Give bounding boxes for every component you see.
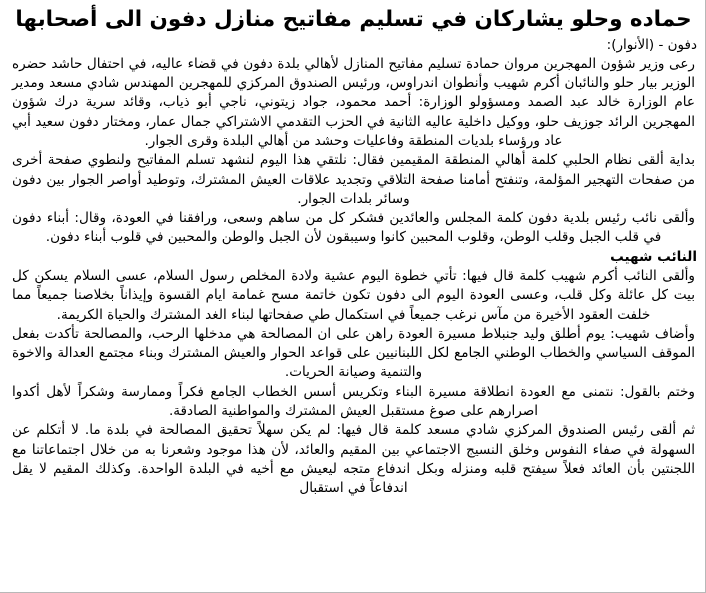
article-paragraph: وألقى النائب أكرم شهيب كلمة قال فيها: تأتي خطوة اليوم عشية ولادة المخلص رسول السلام، عسى السلام يسكن كل بيت كل عائلة وكل قلب، وعسى العودة اليوم الى دفون تكون خاتمة مسح غمامة ايام القسوة وإيذاناً بخلاصنا جميعاً مما خلفت العقود الأخيرة من مآس نرغب جميعاً في استكمال طي صفحاتها لبناء الغد المشترك والحياة الكريمة. (12, 268, 695, 323)
article-paragraph: وألقى نائب رئيس بلدية دفون كلمة المجلس والعائدين فشكر كل من ساهم وسعى، ورافقنا في العودة، وقال: أبناء دفون في قلب الجبل وقلب الوطن، وقلوب المحبين كانوا وسيبقون لأن الجبل والوطن والمحبين في قلوب أبناء دفون. (12, 210, 695, 246)
article-dateline: دفون - (الأنوار): (606, 36, 697, 53)
article-subheading: النائب شهيب (610, 248, 697, 265)
article-body (10, 55, 697, 499)
article-headline: حماده وحلو يشاركان في تسليم مفاتيح منازل دفون الى أصحابها (15, 7, 692, 32)
article-paragraph: وأضاف شهيب: يوم أطلق وليد جنبلاط مسيرة العودة راهن على ان المصالحة هي مدخلها الرحب، والمصالحة تأكدت بفعل الموقف السياسي والخطاب الوطني الجامع لكل اللبنانيين على قواعد الحوار والعيش المشترك وبناء مجتمع العدالة والاخوة والتنمية وصيانة الحريات. (12, 325, 695, 381)
article-paragraph: وختم بالقول: نتمنى مع العودة انطلاقة مسيرة البناء وتكريس أسس الخطاب الجامع فكراً وممارسة وشكراً لأهل أكدوا اصرارهم على صوغ مستقبل العيش المشترك والمواطنية الصادقة. (12, 383, 695, 420)
article-paragraph: ثم ألقى رئيس الصندوق المركزي شادي مسعد كلمة قال فيها: لم يكن سهلاً تحقيق المصالحة في بلدة ما. لا أتكلم عن السهولة في صفاء النفوس وخلق النسيج الاجتماعي بين المقيم والعائد، لأن هذا موجود وشعرنا به من خلال اجتماعاتنا مع اللجنتين بأن العائد فعلاً سيفتح قلبه ومنزله وبكل اندفاع متجه ليعيش مع أخيه في البلدة الواحدة. وكذلك المقيم لا يقل اندفاعاً في استقبال (12, 422, 695, 497)
article-paragraph: رعى وزير شؤون المهجرين مروان حمادة تسليم مفاتيح المنازل لأهالي بلدة دفون في قضاء عاليه، في احتفال حاشد حضره الوزير بيار حلو والنائبان أكرم شهيب وأنطوان اندراوس، ورئيس الصندوق المركزي للمهجرين المهندس شادي مسعد ومدير عام الوزارة خالد عبد الصمد ومسؤولو الوزارة: أحمد محمود، جواد زيتوني، ناجي أبو ذياب، وقائد سرية درك شؤون المهجرين الرائد جوزيف حلو، ووكيل داخلية عاليه الثانية في الحزب التقدمي الاشتراكي جمال عمار، ومختار دفون سعيد أبي عاد ورؤساء بلديات المنطقة وفاعليات وحشد من أهالي البلدة وقرى الجوار. (12, 55, 695, 149)
article-paragraph: بداية ألقى نظام الحلبي كلمة أهالي المنطقة المقيمين فقال: نلتقي هذا اليوم لنشهد تسلم المفاتيح ولنطوي صفحة أخرى من صفحات التهجير المؤلمة، وتنفتح أمامنا صفحة التلاقي وتجديد علاقات العيش المشترك، وتوطيد أواصر الجوار بين دفون وسائر بلدات الجوار. (12, 152, 695, 207)
